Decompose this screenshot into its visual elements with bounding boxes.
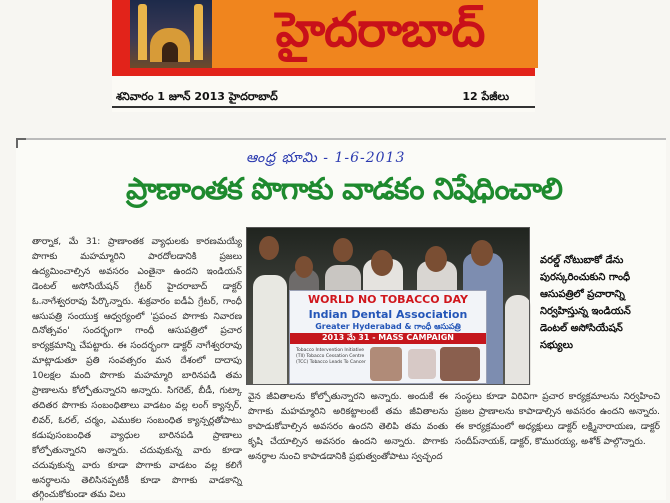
photo-caption: వరల్డ్ నోటుబాకో డేను పురస్కరించుకుని గాంధీ ఆసుపత్రిలో ప్రచారాన్ని నిర్వహిస్తున్న ఇండియన్ డెంటల్ అసోసియేషన్ సభ్యులు	[540, 255, 631, 351]
charminar-image	[130, 0, 212, 68]
photo-frame	[246, 227, 530, 385]
article-body-column: తార్నాక, మే 31: ప్రాణాంతక వ్యాధులకు కారణమయ్యే పొగాకు మహమ్మారిని పారదోలడానికి ప్రజలు ఉద్యమించాల్సిన అవసరం ఎంతైనా ఉందని ఇండియన్ డెంటల్ అసోసియేషన్ గ్రేటర్ హైదరాబాద్ డాక్టర్ ఓ.నాగేశ్వరరావు పేర్కొన్నారు. శుక్రవారం ఐడీఏ గ్రేటర్, గాంధీ ఆసుపత్రి సంయుక్త ఆధ్వర్యంలో 'ప్రపంచ పొగాకు నివారణ దినోత్సవం' సందర్భంగా గాంధీ ఆసుపత్రిలో ప్రచార కార్యక్రమాన్ని చేపట్టారు. ఈ సందర్భంగా డాక్టర్ నాగేశ్వరరావు మాట్లాడుతూ ప్రతి సంవత్సరం మన దేశంలో దాదాపు 10లక్షల మంది పొగాకు మహమ్మారి బారినపడి తమ ప్రాణాలను కోల్పోతున్నారని అన్నారు. సిగరెట్, బీడీ, గుట్కా తదితర పొగాకు సంబంధితాలు వాడటం వల్ల లంగ్ క్యాన్సర్, లివర్, ఓరల్, చర్మం, ఎముకల సంబంధిత క్యాన్సర్లతోపాటు కడుపుసంబంధిత వ్యాధుల బారినపడి ప్రాణాలు కోల్పోతున్నారని అన్నారు. చదువుకున్న వారు కూడా చదువుకున్న వారు కూడా పొగాకు వాడటం వల్ల కలిగే అనర్థాలను తెలిసినప్పటికీ కూడా పొగాకు వాడకాన్ని తగ్గించుకోకుండా తమ విలు	[32, 237, 242, 501]
banner-subtitle: Greater Hyderabad & గాంధీ ఆసుపత్రి	[315, 322, 461, 331]
issue-date: శనివారం 1 జూన్ 2013 హైదరాబాద్	[116, 90, 278, 103]
banner-small-print: Tobacco Intervention Initiative (TII) Tobacco Cessation Centre (TCC) Tobacco Leads To Cancer	[296, 348, 366, 365]
banner-campaign: 2013 మే 31 - MASS CAMPAIGN	[290, 333, 486, 344]
page-count: 12 పేజీలు	[462, 90, 509, 103]
clipping-corner-mark	[16, 138, 26, 148]
article-column-2: వైన జీవితాలను కోల్పోతున్నారని అన్నారు. అందుకే ఈ పొగాకు మహమ్మారిని అరికట్టాలంటే తమ జీవితాలను కాపాడుకోవాల్సిన అవసరం ఉందని తెలిపి తమ వంతు కృషి చేయాల్సిన అవసరం ఉందని అన్నారు. పొగాకు అనర్థాల నుంచి కాపాడడానికి ప్రభుత్వంతోపాటు స్వచ్ఛంద	[248, 392, 448, 462]
masthead-title: హైదరాబాద్	[275, 2, 485, 58]
article-column-3: సంస్థలు కూడా విరివిగా ప్రచార కార్యక్రమాలను నిర్వహించి ప్రజల ప్రాణాలను కాపాడాల్సిన అవసరం ఉందని అన్నారు. ఈ కార్యక్రమంలో అధ్యక్షులు డాక్టర్ లక్ష్మినారాయణ, డాక్టర్ సందీప్‌నాయక్, డాక్టర్, కొమురయ్య, అశోక్ పాల్గొన్నారు.	[455, 392, 660, 447]
banner-organization: Indian Dental Association	[308, 308, 468, 321]
masthead	[112, 0, 535, 112]
banner-title: WORLD NO TOBACCO DAY	[308, 293, 468, 306]
masthead-rule	[112, 106, 535, 108]
masthead-dateline	[112, 86, 535, 106]
handwritten-source-note: ఆంధ్ర భూమి - 1-6-2013	[246, 150, 406, 166]
article-headline: ప్రాణాంతక పొగాకు వాడకం నిషేధించాలి	[126, 172, 562, 207]
